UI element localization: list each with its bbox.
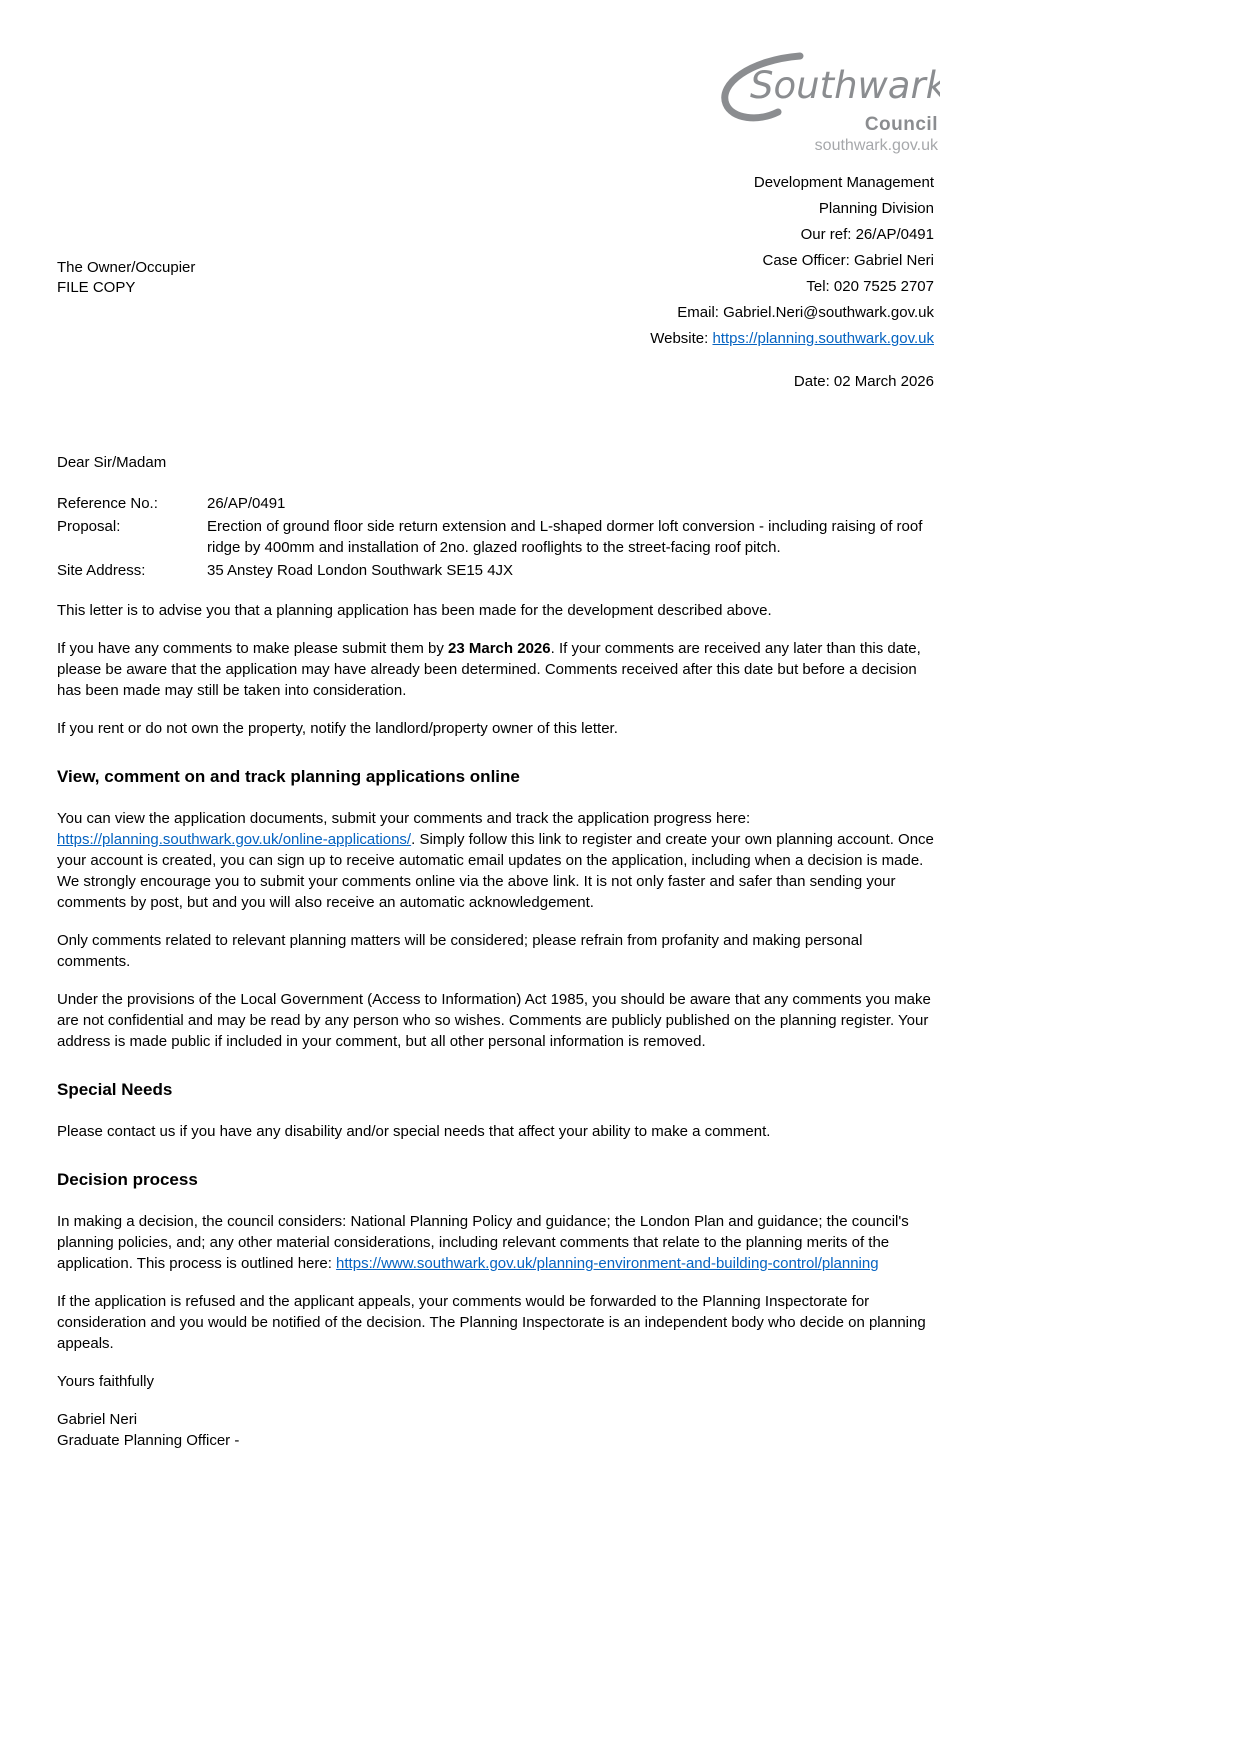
heading-online-applications: View, comment on and track planning applications online <box>57 767 520 786</box>
paragraph-relevant-comments: Only comments related to relevant planning matters will be considered; please refrain from profanity and making personal comments. <box>57 932 863 970</box>
planning-website-link[interactable]: https://planning.southwark.gov.uk <box>712 330 934 347</box>
proposal-value: Erection of ground floor side return extension and L-shaped dormer loft conversion - including raising of roof ridge by 400mm and installation of 2no. glazed rooflights to the street-facing roof pitch. <box>207 518 923 556</box>
case-officer-line: Case Officer: Gabriel Neri <box>762 252 934 269</box>
signature-title: Graduate Planning Officer - <box>57 1432 240 1449</box>
southwark-council-logo <box>710 46 940 163</box>
email-line: Email: Gabriel.Neri@southwark.gov.uk <box>677 304 934 321</box>
reference-table <box>57 493 934 581</box>
department-line: Development Management <box>753 174 934 191</box>
paragraph-advise: This letter is to advise you that a planning application has been made for the development described above. <box>57 602 772 619</box>
decision-process-link[interactable]: https://www.southwark.gov.uk/planning-environment-and-building-control/planning <box>336 1255 879 1272</box>
table-row <box>57 516 934 558</box>
signature-block <box>57 1409 934 1451</box>
division-line: Planning Division <box>818 200 934 217</box>
paragraph-text: You can view the application documents, submit your comments and track the application progress here: <box>57 810 751 827</box>
our-ref-line: Our ref: 26/AP/0491 <box>800 226 934 243</box>
logo-council-text: Council <box>864 114 938 135</box>
salutation: Dear Sir/Madam <box>57 454 167 471</box>
paragraph-special-needs: Please contact us if you have any disability and/or special needs that affect your ability to make a comment. <box>57 1123 771 1140</box>
reference-no-value: 26/AP/0491 <box>207 495 286 512</box>
closing: Yours faithfully <box>57 1373 155 1390</box>
proposal-label: Proposal: <box>57 518 121 535</box>
paragraph-online <box>57 808 934 913</box>
paragraph-text: . If your comments are received any later than this date, please be aware that the application may have already been determined. Comments received after this date but before a decision has been made may still be taken into consideration. <box>57 640 921 699</box>
recipient-name: The Owner/Occupier <box>57 259 196 276</box>
logo-wordmark: Southwark <box>750 64 940 107</box>
file-copy-label: FILE COPY <box>57 279 136 296</box>
deadline-date: 23 March 2026 <box>448 640 551 657</box>
heading-decision-process: Decision process <box>57 1170 198 1189</box>
logo-domain-text: southwark.gov.uk <box>814 137 938 154</box>
paragraph-appeal: If the application is refused and the applicant appeals, your comments would be forwarded to the Planning Inspectorate for consideration and you would be notified of the decision. The Planning Inspectorate is an independent body who decide on planning appeals. <box>57 1293 926 1352</box>
website-line <box>650 326 934 352</box>
signature-name: Gabriel Neri <box>57 1411 138 1428</box>
table-row <box>57 560 934 581</box>
site-address-value: 35 Anstey Road London Southwark SE15 4JX <box>207 562 514 579</box>
paragraph-text: . Simply follow this link to register and create your own planning account. Once your account is created, you can sign up to receive automatic email updates on the application, including when a decision is made. We strongly encourage you to submit your comments online via the above link. It is not only faster and safer than sending your comments by post, but and you will also receive an automatic acknowledgement. <box>57 831 934 911</box>
letter-body <box>57 452 934 1451</box>
paragraph-comments-deadline <box>57 638 934 701</box>
paragraph-provisions: Under the provisions of the Local Government (Access to Information) Act 1985, you should be aware that any comments you make are not confidential and may be read by any person who so wishes. Comments are publicly published on the planning register. Your address is made public if included in your comment, but all other personal information is removed. <box>57 991 931 1050</box>
southwark-logo-graphic <box>710 46 940 158</box>
paragraph-text: If you have any comments to make please submit them by <box>57 640 449 657</box>
heading-special-needs: Special Needs <box>57 1080 173 1099</box>
tel-line: Tel: 020 7525 2707 <box>806 278 934 295</box>
date-line: Date: 02 March 2026 <box>793 373 934 390</box>
website-label: Website: <box>650 330 713 347</box>
table-row <box>57 493 934 514</box>
paragraph-decision <box>57 1211 934 1274</box>
online-applications-link[interactable]: https://planning.southwark.gov.uk/online-applications/ <box>57 831 412 848</box>
paragraph-text: In making a decision, the council considers: National Planning Policy and guidance; the London Plan and guidance; the council's planning policies, and; any other material considerations, including relevant comments that relate to the planning merits of the application. This process is outlined here: <box>57 1213 909 1272</box>
paragraph-rent: If you rent or do not own the property, notify the landlord/property owner of this letter. <box>57 720 618 737</box>
reference-no-label: Reference No.: <box>57 495 158 512</box>
header-contact-block <box>650 170 934 352</box>
recipient-block <box>57 258 195 298</box>
site-address-label: Site Address: <box>57 562 146 579</box>
